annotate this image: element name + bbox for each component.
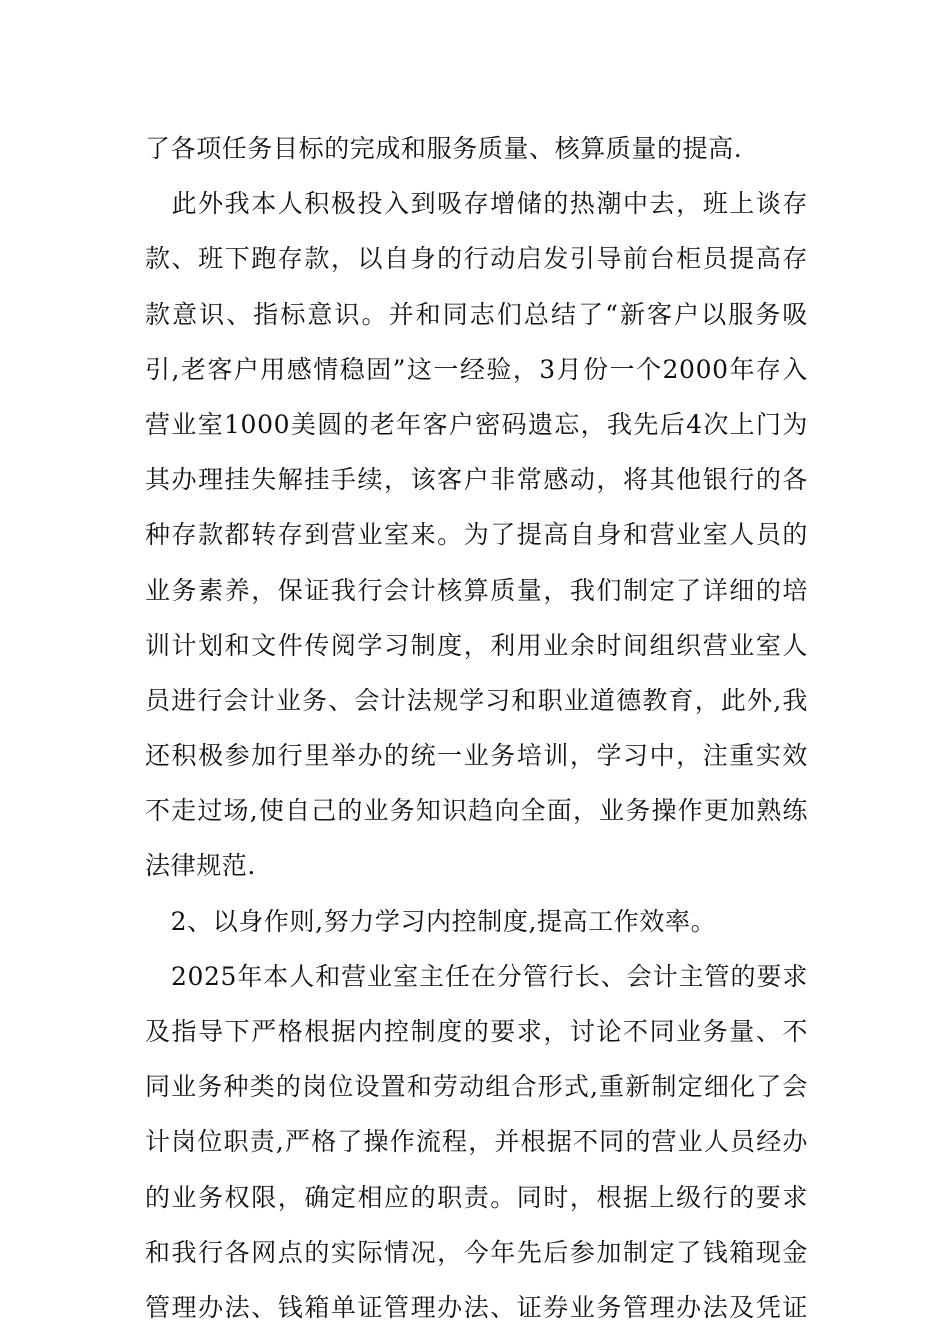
text-line: 其办理挂失解挂手续，该客户非常感动，将其他银行的各: [145, 465, 808, 495]
text-line: 管理办法、钱箱单证管理办法、证券业务管理办法及凭证: [145, 1292, 808, 1322]
text-line: 不走过场,使自己的业务知识趋向全面，业务操作更加熟练: [145, 796, 808, 826]
text-line: 训计划和文件传阅学习制度，利用业余时间组织营业室人: [145, 630, 808, 660]
text-line: 营业室1000美圆的老年客户密码遗忘，我先后4次上门为: [145, 409, 808, 439]
text-line: 引,老客户用感情稳固”这一经验，3月份一个2000年存入: [145, 354, 808, 384]
text-line: 还积极参加行里举办的统一业务培训，学习中，注重实效: [145, 741, 808, 771]
text-line: 款意识、指标意识。并和同志们总结了“新客户以服务吸: [145, 299, 808, 329]
text-line: 计岗位职责,严格了操作流程，并根据不同的营业人员经办: [145, 1127, 808, 1157]
text-line: 同业务种类的岗位设置和劳动组合形式,重新制定细化了会: [145, 1072, 808, 1102]
text-line: 及指导下严格根据内控制度的要求，讨论不同业务量、不: [145, 1017, 808, 1046]
text-line: 了各项任务目标的完成和服务质量、核算质量的提高.: [145, 134, 743, 163]
document-body: [145, 121, 808, 1335]
text-line: 的业务权限，确定相应的职责。同时，根据上级行的要求: [145, 1182, 808, 1212]
text-line: 和我行各网点的实际情况，今年先后参加制定了钱箱现金: [145, 1237, 808, 1267]
text-line: 款、班下跑存款，以自身的行动启发引导前台柜员提高存: [145, 244, 808, 274]
text-line: 2025年本人和营业室主任在分管行长、会计主管的要求: [145, 961, 808, 991]
section-heading: 2、以身作则,努力学习内控制度,提高工作效率。: [145, 906, 717, 936]
text-line: 此外我本人积极投入到吸存增储的热潮中去，班上谈存: [145, 189, 808, 219]
text-line: 业务素养，保证我行会计核算质量，我们制定了详细的培: [145, 575, 808, 605]
text-line: 法律规范.: [145, 851, 256, 881]
text-line: 种存款都转存到营业室来。为了提高自身和营业室人员的: [145, 520, 808, 550]
text-line: 员进行会计业务、会计法规学习和职业道德教育，此外,我: [145, 685, 808, 715]
